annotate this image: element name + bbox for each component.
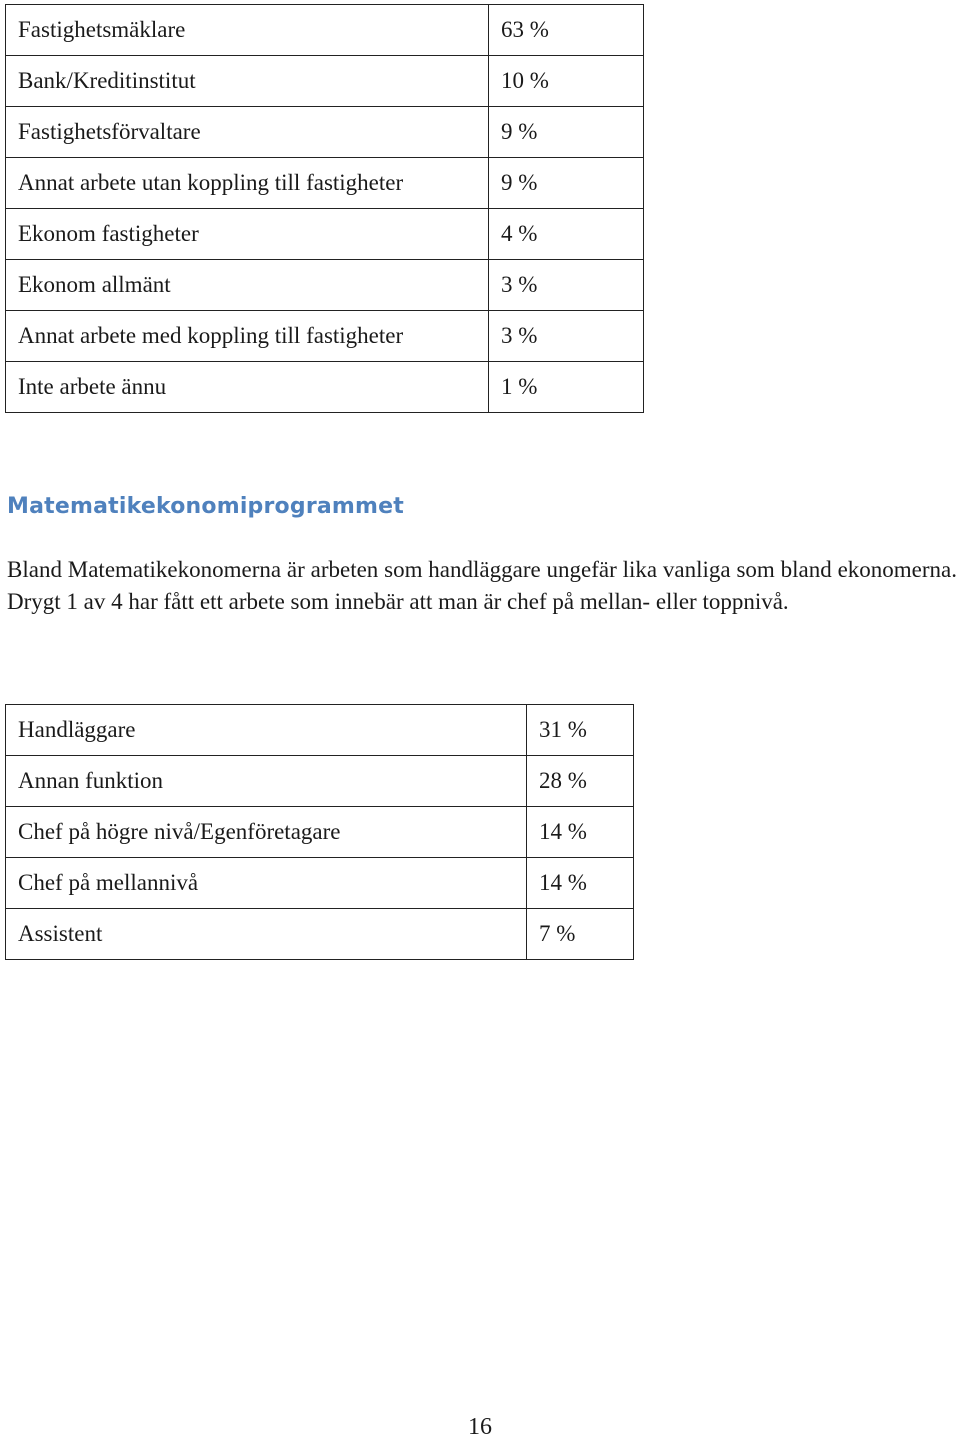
row-label: Ekonom fastigheter <box>6 209 489 260</box>
table-row <box>6 5 644 56</box>
row-value: 3 % <box>489 260 644 311</box>
row-label: Bank/Kreditinstitut <box>6 56 489 107</box>
occupation-table-2 <box>5 704 634 960</box>
table-row <box>6 56 644 107</box>
table-row <box>6 909 634 960</box>
table-row <box>6 807 634 858</box>
row-label: Annat arbete utan koppling till fastigheter <box>6 158 489 209</box>
table-row <box>6 209 644 260</box>
row-value: 14 % <box>527 858 634 909</box>
table-row <box>6 705 634 756</box>
section-paragraph: Bland Matematikekonomerna är arbeten som handläggare ungefär lika vanliga som bland ekonomerna. Drygt 1 av 4 har fått ett arbete som innebär att man är chef på mellan- eller toppnivå. <box>7 557 957 614</box>
table-row <box>6 311 644 362</box>
row-value: 63 % <box>489 5 644 56</box>
row-label: Inte arbete ännu <box>6 362 489 413</box>
occupation-table-1 <box>5 4 644 413</box>
row-value: 10 % <box>489 56 644 107</box>
page-number: 16 <box>468 1414 492 1440</box>
table-row <box>6 362 644 413</box>
row-value: 3 % <box>489 311 644 362</box>
table-row <box>6 260 644 311</box>
row-label: Chef på mellannivå <box>6 858 527 909</box>
row-label: Fastighetsförvaltare <box>6 107 489 158</box>
row-label: Fastighetsmäklare <box>6 5 489 56</box>
table-row <box>6 107 644 158</box>
table-row <box>6 756 634 807</box>
row-value: 1 % <box>489 362 644 413</box>
row-value: 28 % <box>527 756 634 807</box>
row-value: 9 % <box>489 107 644 158</box>
row-value: 4 % <box>489 209 644 260</box>
row-value: 9 % <box>489 158 644 209</box>
row-value: 31 % <box>527 705 634 756</box>
section-heading: Matematikekonomiprogrammet <box>7 494 404 519</box>
row-value: 14 % <box>527 807 634 858</box>
table-row <box>6 858 634 909</box>
row-label: Ekonom allmänt <box>6 260 489 311</box>
row-label: Chef på högre nivå/Egenföretagare <box>6 807 527 858</box>
row-label: Handläggare <box>6 705 527 756</box>
table-row <box>6 158 644 209</box>
row-label: Annat arbete med koppling till fastigheter <box>6 311 489 362</box>
row-label: Assistent <box>6 909 527 960</box>
row-label: Annan funktion <box>6 756 527 807</box>
row-value: 7 % <box>527 909 634 960</box>
